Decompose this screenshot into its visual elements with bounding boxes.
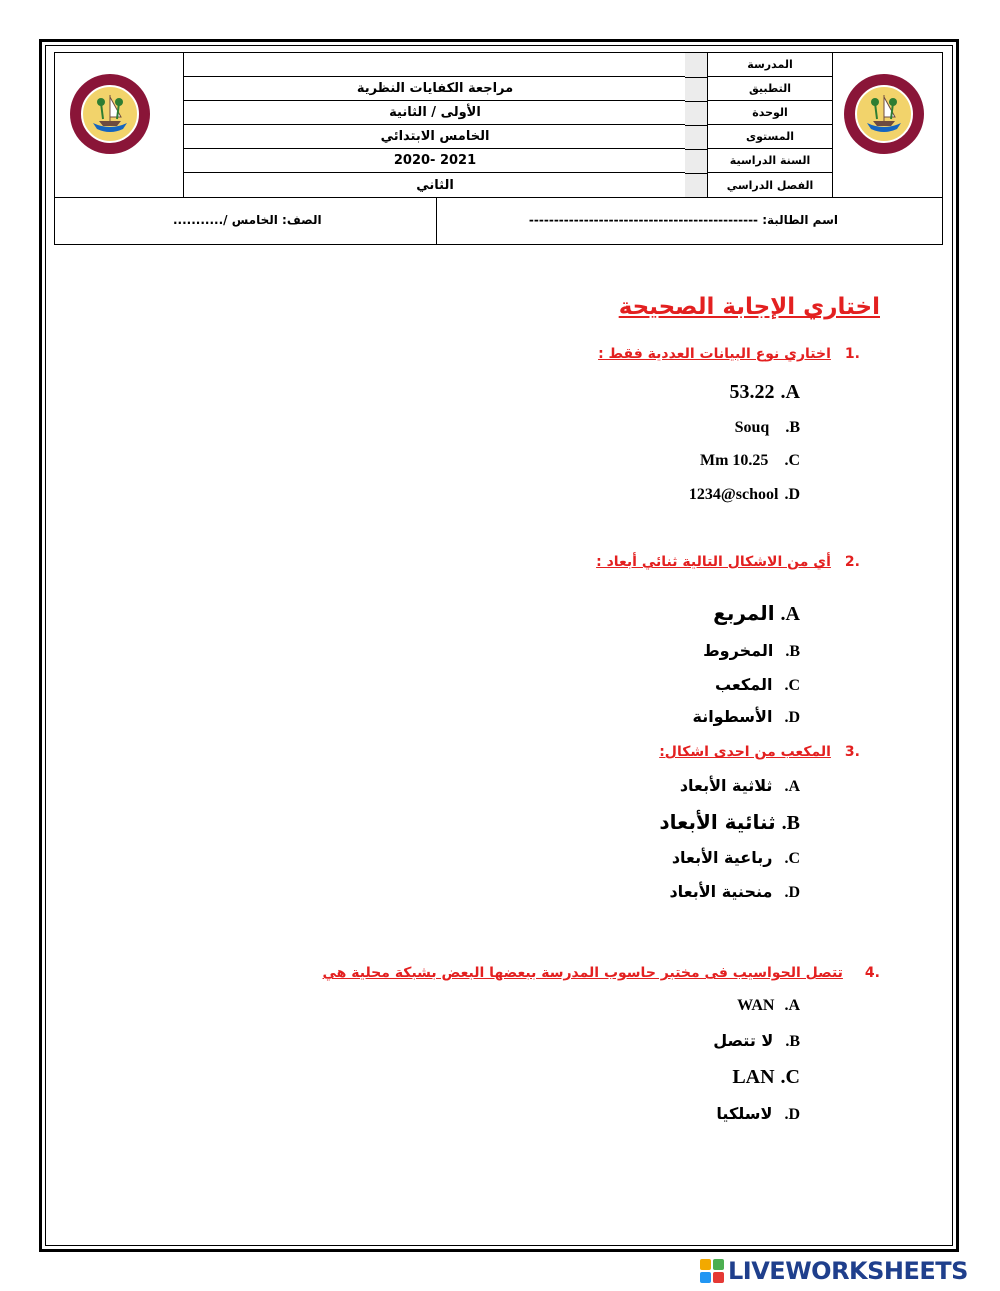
header-label-year: السنة الدراسية bbox=[708, 149, 832, 173]
page-title: اختاري الإجابة الصحيحة bbox=[618, 294, 880, 320]
q4-option-a[interactable] bbox=[737, 997, 800, 1015]
question-number: .4 bbox=[864, 965, 880, 981]
student-info-row bbox=[54, 198, 943, 245]
header-value-year: 2021 -2020 bbox=[184, 149, 686, 173]
question-text: أي من الاشكال التالية ثنائي أبعاد : bbox=[596, 554, 831, 570]
header-table bbox=[54, 52, 943, 198]
class-field[interactable]: الصف: الخامس /........... bbox=[173, 213, 322, 227]
option-text: الأسطوانة bbox=[692, 707, 773, 726]
option-text: LAN bbox=[732, 1066, 775, 1088]
option-letter: .B bbox=[785, 1033, 800, 1050]
q3-option-d[interactable] bbox=[669, 882, 800, 902]
option-text: ثنائية الأبعاد bbox=[659, 810, 776, 834]
header-spacer-column bbox=[685, 53, 708, 197]
header-label-school: المدرسة bbox=[708, 53, 832, 77]
header-label-application: التطبيق bbox=[708, 77, 832, 101]
q1-option-b[interactable] bbox=[735, 419, 800, 437]
option-letter: .B bbox=[781, 812, 800, 834]
option-text: Souq bbox=[734, 419, 770, 436]
q2-option-d[interactable] bbox=[692, 707, 800, 727]
q4-option-d[interactable] bbox=[716, 1104, 800, 1124]
option-text: منحنية الأبعاد bbox=[669, 882, 773, 901]
q4-option-c[interactable] bbox=[732, 1066, 800, 1089]
option-text: 1234@school bbox=[688, 486, 779, 503]
option-letter: .A bbox=[784, 997, 800, 1014]
question-text: تتصل الحواسيب فى مختبر حاسوب المدرسة ببعضها البعض بشبكة محلية هي bbox=[322, 965, 843, 981]
option-letter: .D bbox=[784, 1106, 800, 1123]
question-number: .1 bbox=[844, 346, 860, 362]
qatar-emblem-icon bbox=[69, 73, 151, 155]
student-name-field[interactable]: اسم الطالبة: ---------------------------------------------- bbox=[528, 213, 838, 227]
q2-option-a[interactable] bbox=[713, 601, 800, 626]
option-letter: .D bbox=[784, 486, 800, 503]
option-letter: .B bbox=[785, 419, 800, 436]
q1-option-a[interactable] bbox=[730, 381, 800, 404]
q3-option-c[interactable] bbox=[672, 848, 800, 868]
option-letter: .B bbox=[785, 643, 800, 660]
option-letter: .A bbox=[780, 603, 800, 625]
q3-option-b[interactable] bbox=[659, 810, 800, 835]
brand-text: LIVEWORKSHEETS bbox=[728, 1257, 968, 1285]
option-text: المكعب bbox=[714, 675, 773, 694]
option-text: WAN bbox=[737, 997, 775, 1014]
qatar-emblem-icon bbox=[843, 73, 925, 155]
question-1 bbox=[598, 346, 860, 362]
header-value-term: الثاني bbox=[416, 177, 454, 193]
option-text: لا تتصل bbox=[713, 1031, 774, 1050]
option-text: لاسلكيا bbox=[716, 1104, 773, 1123]
option-text: المربع bbox=[713, 601, 775, 625]
question-number: .3 bbox=[844, 744, 860, 760]
q1-option-c[interactable] bbox=[700, 452, 800, 470]
liveworksheets-logo[interactable] bbox=[700, 1258, 968, 1284]
header-label-level: المستوى bbox=[708, 125, 832, 149]
header-value-application: مراجعة الكفايات النظرية bbox=[184, 77, 686, 101]
header-values-column bbox=[183, 53, 687, 197]
question-number: .2 bbox=[844, 554, 860, 570]
header-value-level: الخامس الابتدائي bbox=[184, 125, 686, 149]
q1-option-d[interactable] bbox=[689, 486, 800, 504]
option-text: Mm 10.25 bbox=[700, 452, 769, 469]
header-value-unit: الأولى / الثانية bbox=[184, 101, 686, 125]
option-letter: .C bbox=[784, 452, 800, 469]
liveworksheets-icon bbox=[700, 1259, 724, 1283]
option-letter: .A bbox=[780, 381, 800, 403]
header-value-school bbox=[184, 53, 686, 77]
q2-option-c[interactable] bbox=[715, 675, 800, 695]
option-letter: .A bbox=[784, 778, 800, 795]
option-letter: .C bbox=[784, 677, 800, 694]
question-text: المكعب من احدى اشكال: bbox=[659, 744, 831, 760]
option-text: المخروط bbox=[703, 641, 774, 660]
question-4 bbox=[323, 965, 880, 981]
option-letter: .C bbox=[780, 1066, 800, 1088]
question-3 bbox=[659, 744, 860, 760]
question-text: اختاري نوع البيانات العددية فقط : bbox=[598, 346, 831, 362]
question-2 bbox=[596, 554, 860, 570]
option-text: ثلاثية الأبعاد bbox=[679, 776, 773, 795]
header-labels-column bbox=[708, 53, 833, 197]
header-label-unit: الوحدة bbox=[708, 101, 832, 125]
q3-option-a[interactable] bbox=[680, 776, 800, 796]
option-text: رباعية الأبعاد bbox=[671, 848, 773, 867]
q2-option-b[interactable] bbox=[703, 641, 800, 661]
option-letter: .D bbox=[784, 884, 800, 901]
header-label-term: الفصل الدراسي bbox=[726, 178, 814, 192]
option-letter: .D bbox=[784, 709, 800, 726]
q4-option-b[interactable] bbox=[713, 1031, 800, 1051]
option-text: 53.22 bbox=[729, 381, 775, 403]
option-letter: .C bbox=[784, 850, 800, 867]
